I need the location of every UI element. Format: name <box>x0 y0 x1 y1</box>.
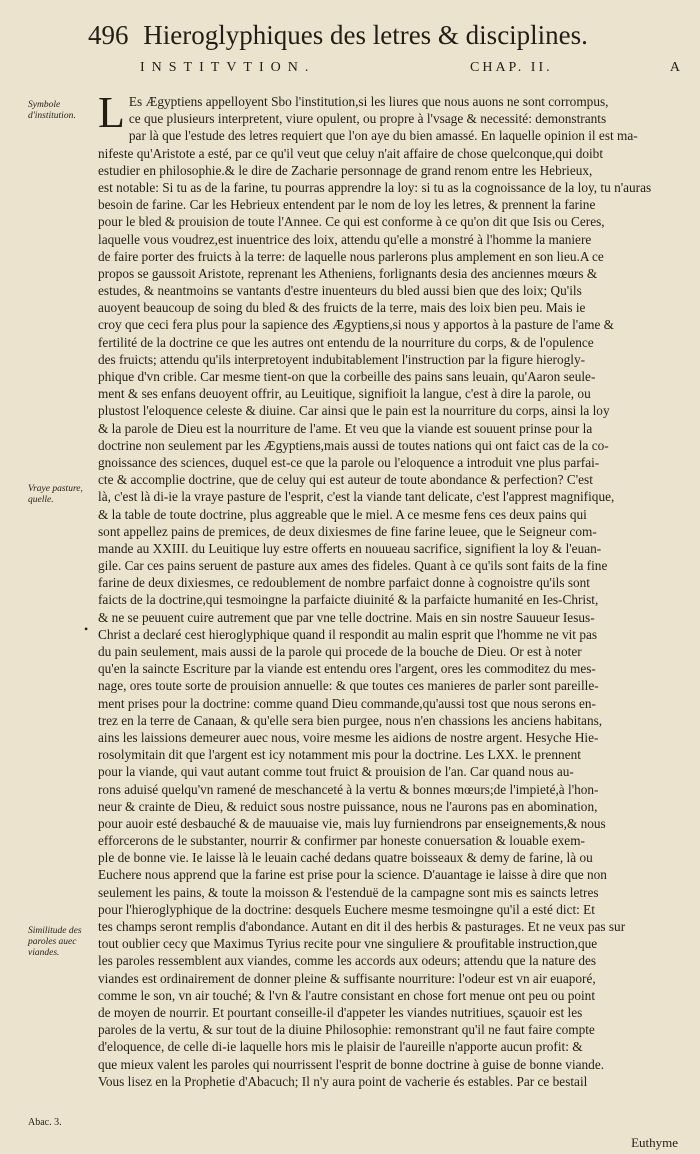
text-line: faicts de la doctrine,qui tesmoingne la parfaicte diuinité & la parfaicte humanité en Ies-Christ, <box>98 592 599 608</box>
text-line: par là que l'estude des letres requiert que l'on aye du bien amassé. En laquelle opinion il est ma- <box>128 128 638 144</box>
margin-note-symbole: Symbole d'institution. <box>28 100 76 121</box>
text-line: des fruicts; attendu qu'ils interpretoyent indubitablement l'instruction par la figure hierogly- <box>98 351 586 367</box>
text-line: pour le bled & prouision de toute l'Annee. Ce qui est conforme à ce qu'on dit que Isis ou Ceres, <box>98 214 605 230</box>
text-line: gile. Car ces pains seruent de pasture aux ames des fideles. Quant à ce qu'ils sont faits de la fine <box>98 558 608 574</box>
chapter-label: CHAP. II. <box>470 60 553 75</box>
text-line: mande au XXIII. du Leuitique luy estre offerts en nouueau sacrifice, signifient la loy & l'euan- <box>98 540 602 556</box>
text-line: là, c'est là di-ie la vraye pasture de l'esprit, c'est la viande tant delicate, c'est l'apprest magnifique, <box>98 489 615 505</box>
text-line: doctrine non seulement par les Ægyptiens,mais aussi de toutes nations qui ont faict cas de la co- <box>98 437 609 453</box>
text-line: nifeste qu'Aristote a esté, par ce qu'il veut que celuy n'ait affaire de chose quelconque,qui doibt <box>98 145 604 161</box>
text-line: de moyen de nourrir. Et pourtant conseille-il d'appeter les viandes nutritiues, sçauoir est les <box>98 1004 583 1020</box>
text-line: ment prises pour la doctrine: comme quand Dieu commande,qu'aussi tost que nous serons en- <box>98 695 596 711</box>
text-line: propos se gaussoit Aristote, reprenant les Atheniens, forlignants desia des anciennes mœurs & <box>98 265 598 281</box>
text-line: tes champs seront remplis d'abondance. Autant en dit il des herbis & pasturages. Et ne veux pas sur <box>98 919 626 934</box>
text-line: seulement les pains, & toute la moisson & l'estenduë de la campagne sont mis es saincts letres <box>98 884 599 900</box>
text-line: plustost l'eloquence celeste & diuine. Car ainsi que le pain est la nourriture du corps, ainsi la loy <box>98 403 610 419</box>
text-line: du pain seulement, mais aussi de la parole qui procede de la bouche de Dieu. Or est à noter <box>98 644 582 659</box>
text-line: rons aduisé quelqu'vn ramené de meschanceté à la vertu & bonnes mœurs;de l'impieté,à l'hon- <box>98 781 599 797</box>
text-line: que mieux valent les paroles qui nourrissent l'esprit de bonne doctrine à guise de bonne viande. <box>98 1056 605 1072</box>
text-line: sont appellez pains de premices, de deux dixiesmes de fine farine leuee, que le Seigneur com- <box>98 523 597 539</box>
text-line: estudes, & neantmoins se vantants d'estre inuenteurs du bled aussi bien que des loix; Qu'ils <box>98 283 582 299</box>
text-line: estudier en philosophie.& le dire de Zacharie personnage de grand renom entre les Hebrieux, <box>98 162 593 178</box>
margin-note-vraye-pasture: Vraye pasture, quelle. <box>28 484 83 505</box>
catchword: Euthyme <box>631 1135 678 1150</box>
text-line: & ne se peuuent cuire autrement que par vne telle doctrine. Mais en sin nostre Sauueur Iesus- <box>98 609 595 625</box>
text-line: nage, ores toute sorte de prouision annuelle: & que toutes ces manieres de parler sont pareille- <box>98 678 599 694</box>
text-line: fertilité de la doctrine ce que les autres ont entendu de la nourriture du corps, & de l'opulence <box>98 334 594 350</box>
running-head-title: INSTITVTION. <box>140 60 316 75</box>
text-line: rosolymitain dit que l'argent est icy notamment mis pour la doctrine. Les LXX. le prennent <box>98 747 581 763</box>
text-line: croy que ceci fera plus pour la sapience des Ægyptiens,si nous y apportos à la pasture de l'ame & <box>98 317 615 333</box>
text-line: les paroles ressemblent aux viandes, comme les accords aux odeurs; attendu que la nature des <box>98 953 597 969</box>
text-line: neur & crainte de Dieu, & reduict sous nostre puissance, nous ne l'aurons pas en abomination, <box>98 798 598 814</box>
text-line: d'eloquence, de celle di-ie laquelle hors mis le plaisir de l'aureille n'apporte aucun profit: & <box>98 1039 583 1055</box>
text-line: ment & ses enfans deuoyent offrir, au Leuitique, signifioit la langue, c'est à dire la parole, ou <box>98 386 591 402</box>
text-line: auoyent beaucoup de soing du bled & des fruicts de la terre, mais des loix bien peu. Mais ie <box>98 300 586 316</box>
text-line: laquelle vous voudrez,est inuentrice des loix, attendu qu'elle a monstré à l'homme la maniere <box>98 231 592 247</box>
text-line: pour auoir esté desbauché & de mauuaise vie, mais luy furniendrons par enseignements,& nous <box>98 815 606 831</box>
text-line: Vous lisez en la Prophetie d'Abacuch; Il n'y aura point de vacherie és estables. Par ce bestail <box>98 1073 588 1089</box>
text-line: Es Ægyptiens appelloyent Sbo l'institution,si les liures que nous auons ne sont corrompus, <box>128 94 609 109</box>
text-line: qu'en la saincte Escriture par la viande est entendu ores l'argent, ores les commoditez du mes- <box>98 661 596 677</box>
running-head <box>140 60 680 80</box>
page-number: 496 <box>88 20 129 50</box>
margin-note-similitude: Similitude des paroles auec viandes. <box>28 926 82 958</box>
text-line: phique d'vn crible. Car mesme tient-on que la corbeille des pains sans leuain, qu'Aaron seule- <box>98 369 596 384</box>
text-line: Euchere nous apprend que la farine est prise pour la science. D'auantage ie laisse à dire que non <box>98 867 607 883</box>
text-line: ains les laissions demeurer auec nous, voire mesme les aidions de nostre argent. Hesyche Hie- <box>98 729 599 745</box>
text-line: est notable: Si tu as de la farine, tu pourras apprendre la loy: si tu as la cognoissance de la loy, tu n'auras <box>98 179 652 195</box>
text-line: besoin de farine. Car les Hebrieux entendent par le nom de loy les letres, & prennent la farine <box>98 197 596 213</box>
text-line: & la parole de Dieu est la nourriture de l'ame. Et veu que la viande est souuent prinse pour la <box>98 420 593 436</box>
text-line: ce que plusieurs interpretent, viure opulent, ou propre à l'vsage & necessité: demonstrants <box>128 111 607 127</box>
margin-dot: • <box>84 622 89 636</box>
text-line: gnoissance des sciences, duquel est-ce que la parole ou l'eloquence a introduit vne plus parfai- <box>98 454 600 470</box>
main-text-column <box>98 88 672 1090</box>
signature-mark: A <box>669 60 680 75</box>
text-line: efforcerons de le substanter, nourrir & confirmer par honeste conuersation & louable exem- <box>98 833 585 849</box>
text-line: Christ a declaré cest hieroglyphique quand il respondit au malin esprit que l'homme ne vit pas <box>98 626 598 642</box>
text-line: tout oublier cecy que Maximus Tyrius recite pour vne singuliere & proufitable instruction,que <box>98 936 598 952</box>
text-line: farine de deux dixiesmes, ce redoublement de nombre parfaict donne à cognoistre qu'ils sont <box>98 575 591 591</box>
text-line: pour l'hieroglyphique de la doctrine: desquels Euchere mesme tesmoingne qu'il a esté dict: Et <box>98 901 596 917</box>
text-line: pour la viande, qui vaut autant comme tout fruict & prouision de l'an. Car quand nous au- <box>98 764 574 780</box>
text-line: comme le son, vn air touché; & l'vn & l'autre consistant en chose fort menue ont peu ou point <box>98 987 596 1003</box>
margin-note-abacuch: Abac. 3. <box>28 1117 62 1128</box>
text-line: paroles de la vertu, & sur tout de la diuine Philosophie: remonstrant qu'il ne faut faire compte <box>98 1022 595 1038</box>
drop-cap: L <box>98 88 125 137</box>
page-header <box>88 18 668 52</box>
text-line: de faire porter des fruicts à la terre: de laquelle nous parlerons plus amplement en son lieu.A ce <box>98 248 604 264</box>
text-line: ple de bonne vie. Ie laisse là le leuain caché dedans quatre boisseaux & demy de farine, là ou <box>98 850 593 866</box>
text-line: viandes est ordinairement de donner pleine & suffisante nourriture: l'odeur est vn air euaporé, <box>98 970 596 986</box>
text-line: cte & accomplie doctrine, que de celuy qui est auteur de toute abondance & perfection? C'est <box>98 472 593 488</box>
text-line: trez en la terre de Canaan, & qu'elle sera bien purgee, nous n'en chassions les anciens habitans, <box>98 712 603 728</box>
page-title: Hieroglyphiques des letres & disciplines. <box>143 20 588 50</box>
text-line: & la table de toute doctrine, plus aggreable que le miel. A ce mesme fens ces deux pains qui <box>98 506 587 522</box>
